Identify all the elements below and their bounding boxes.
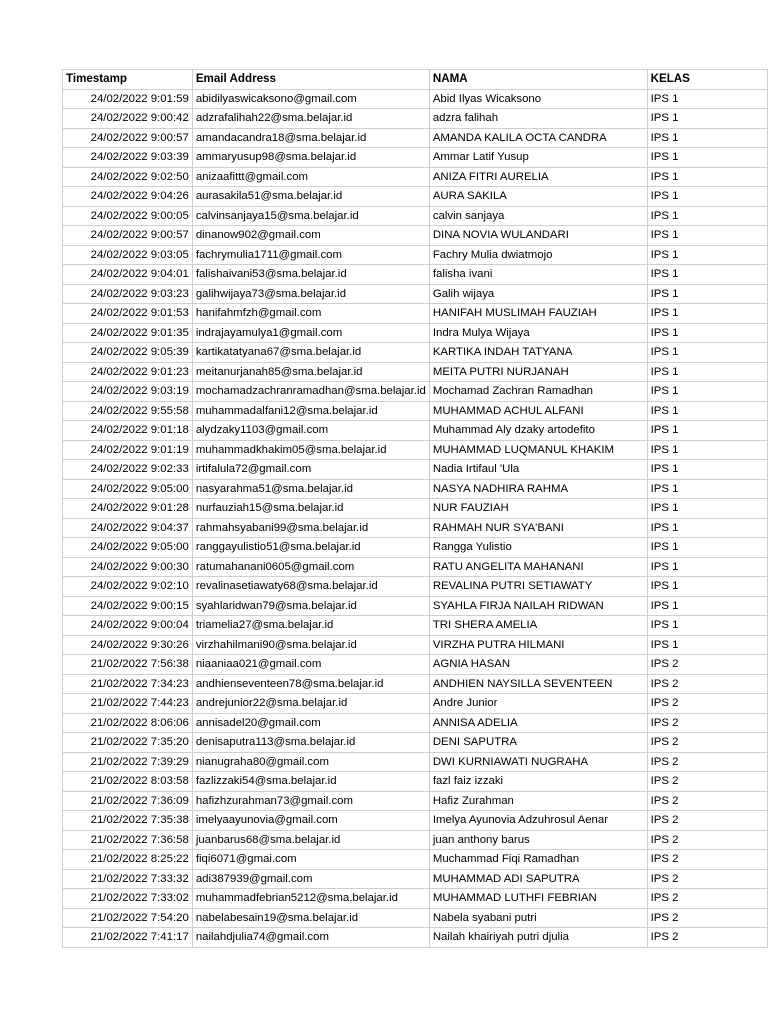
email-cell: irtifalula72@gmail.com bbox=[192, 460, 429, 480]
timestamp-cell: 24/02/2022 9:05:00 bbox=[63, 538, 193, 558]
table-row bbox=[63, 343, 768, 363]
email-cell: denisaputra113@sma.belajar.id bbox=[192, 733, 429, 753]
kelas-cell: IPS 1 bbox=[647, 323, 767, 343]
table-row bbox=[63, 557, 768, 577]
kelas-cell: IPS 2 bbox=[647, 674, 767, 694]
email-cell: niaaniaa021@gmail.com bbox=[192, 655, 429, 675]
email-cell: triamelia27@sma.belajar.id bbox=[192, 616, 429, 636]
timestamp-cell: 24/02/2022 9:03:05 bbox=[63, 245, 193, 265]
nama-cell: KARTIKA INDAH TATYANA bbox=[429, 343, 647, 363]
kelas-cell: IPS 1 bbox=[647, 89, 767, 109]
table-row bbox=[63, 772, 768, 792]
header-kelas: KELAS bbox=[647, 70, 767, 90]
nama-cell: calvin sanjaya bbox=[429, 206, 647, 226]
response-sheet-table bbox=[62, 69, 768, 948]
email-cell: fiqi6071@gmai.com bbox=[192, 850, 429, 870]
nama-cell: Nadia Irtifaul 'Ula bbox=[429, 460, 647, 480]
header-row bbox=[63, 70, 768, 90]
email-cell: rahmahsyabani99@sma.belajar.id bbox=[192, 518, 429, 538]
table-row bbox=[63, 791, 768, 811]
timestamp-cell: 21/02/2022 7:39:29 bbox=[63, 752, 193, 772]
table-row bbox=[63, 752, 768, 772]
kelas-cell: IPS 2 bbox=[647, 752, 767, 772]
table-row bbox=[63, 323, 768, 343]
nama-cell: SYAHLA FIRJA NAILAH RIDWAN bbox=[429, 596, 647, 616]
nama-cell: Ammar Latif Yusup bbox=[429, 148, 647, 168]
kelas-cell: IPS 1 bbox=[647, 635, 767, 655]
email-cell: aurasakila51@sma.belajar.id bbox=[192, 187, 429, 207]
table-row bbox=[63, 89, 768, 109]
email-cell: abidilyaswicaksono@gmail.com bbox=[192, 89, 429, 109]
table-row bbox=[63, 577, 768, 597]
email-cell: fachrymulia1711@gmail.com bbox=[192, 245, 429, 265]
table-row bbox=[63, 265, 768, 285]
header-email-address: Email Address bbox=[192, 70, 429, 90]
timestamp-cell: 24/02/2022 9:03:19 bbox=[63, 382, 193, 402]
table-row bbox=[63, 362, 768, 382]
email-cell: alydzaky1103@gmail.com bbox=[192, 421, 429, 441]
nama-cell: ANDHIEN NAYSILLA SEVENTEEN bbox=[429, 674, 647, 694]
kelas-cell: IPS 2 bbox=[647, 908, 767, 928]
email-cell: muhammadalfani12@sma.belajar.id bbox=[192, 401, 429, 421]
kelas-cell: IPS 1 bbox=[647, 167, 767, 187]
timestamp-cell: 24/02/2022 9:04:37 bbox=[63, 518, 193, 538]
timestamp-cell: 24/02/2022 9:02:50 bbox=[63, 167, 193, 187]
kelas-cell: IPS 1 bbox=[647, 128, 767, 148]
email-cell: calvinsanjaya15@sma.belajar.id bbox=[192, 206, 429, 226]
nama-cell: Nabela syabani putri bbox=[429, 908, 647, 928]
nama-cell: Imelya Ayunovia Adzuhrosul Aenar bbox=[429, 811, 647, 831]
table-row bbox=[63, 694, 768, 714]
kelas-cell: IPS 1 bbox=[647, 479, 767, 499]
table-row bbox=[63, 421, 768, 441]
table-row bbox=[63, 655, 768, 675]
kelas-cell: IPS 2 bbox=[647, 694, 767, 714]
table-row bbox=[63, 304, 768, 324]
table-row bbox=[63, 869, 768, 889]
kelas-cell: IPS 1 bbox=[647, 362, 767, 382]
table-row bbox=[63, 245, 768, 265]
table-row bbox=[63, 479, 768, 499]
kelas-cell: IPS 2 bbox=[647, 928, 767, 948]
nama-cell: Indra Mulya Wijaya bbox=[429, 323, 647, 343]
timestamp-cell: 24/02/2022 9:01:18 bbox=[63, 421, 193, 441]
nama-cell: NASYA NADHIRA RAHMA bbox=[429, 479, 647, 499]
nama-cell: ANIZA FITRI AURELIA bbox=[429, 167, 647, 187]
email-cell: adi387939@gmail.com bbox=[192, 869, 429, 889]
nama-cell: Muhammad Aly dzaky artodefito bbox=[429, 421, 647, 441]
table-row bbox=[63, 889, 768, 909]
email-cell: adzrafalihah22@sma.belajar.id bbox=[192, 109, 429, 129]
kelas-cell: IPS 1 bbox=[647, 499, 767, 519]
table-row bbox=[63, 187, 768, 207]
timestamp-cell: 21/02/2022 7:44:23 bbox=[63, 694, 193, 714]
table-row bbox=[63, 148, 768, 168]
table-row bbox=[63, 401, 768, 421]
timestamp-cell: 21/02/2022 7:36:58 bbox=[63, 830, 193, 850]
email-cell: muhammadkhakim05@sma.belajar.id bbox=[192, 440, 429, 460]
nama-cell: Mochamad Zachran Ramadhan bbox=[429, 382, 647, 402]
timestamp-cell: 24/02/2022 9:00:57 bbox=[63, 226, 193, 246]
table-row bbox=[63, 226, 768, 246]
kelas-cell: IPS 1 bbox=[647, 577, 767, 597]
table-row bbox=[63, 382, 768, 402]
nama-cell: AMANDA KALILA OCTA CANDRA bbox=[429, 128, 647, 148]
timestamp-cell: 21/02/2022 7:35:20 bbox=[63, 733, 193, 753]
kelas-cell: IPS 1 bbox=[647, 245, 767, 265]
table-row bbox=[63, 674, 768, 694]
nama-cell: Fachry Mulia dwiatmojo bbox=[429, 245, 647, 265]
table-row bbox=[63, 850, 768, 870]
nama-cell: NUR FAUZIAH bbox=[429, 499, 647, 519]
kelas-cell: IPS 1 bbox=[647, 265, 767, 285]
email-cell: ammaryusup98@sma.belajar.id bbox=[192, 148, 429, 168]
kelas-cell: IPS 1 bbox=[647, 284, 767, 304]
nama-cell: MUHAMMAD ACHUL ALFANI bbox=[429, 401, 647, 421]
email-cell: andhienseventeen78@sma.belajar.id bbox=[192, 674, 429, 694]
nama-cell: adzra falihah bbox=[429, 109, 647, 129]
email-cell: falishaivani53@sma.belajar.id bbox=[192, 265, 429, 285]
email-cell: syahlaridwan79@sma.belajar.id bbox=[192, 596, 429, 616]
kelas-cell: IPS 1 bbox=[647, 557, 767, 577]
header-timestamp: Timestamp bbox=[63, 70, 193, 90]
timestamp-cell: 21/02/2022 7:36:09 bbox=[63, 791, 193, 811]
nama-cell: MUHAMMAD LUQMANUL KHAKIM bbox=[429, 440, 647, 460]
kelas-cell: IPS 1 bbox=[647, 616, 767, 636]
table-row bbox=[63, 538, 768, 558]
nama-cell: juan anthony barus bbox=[429, 830, 647, 850]
email-cell: nabelabesain19@sma.belajar.id bbox=[192, 908, 429, 928]
kelas-cell: IPS 1 bbox=[647, 109, 767, 129]
email-cell: muhammadfebrian5212@sma.belajar.id bbox=[192, 889, 429, 909]
timestamp-cell: 24/02/2022 9:01:59 bbox=[63, 89, 193, 109]
timestamp-cell: 24/02/2022 9:02:10 bbox=[63, 577, 193, 597]
timestamp-cell: 21/02/2022 7:34:23 bbox=[63, 674, 193, 694]
table-row bbox=[63, 830, 768, 850]
timestamp-cell: 24/02/2022 9:00:30 bbox=[63, 557, 193, 577]
nama-cell: ANNISA ADELIA bbox=[429, 713, 647, 733]
timestamp-cell: 21/02/2022 7:33:32 bbox=[63, 869, 193, 889]
timestamp-cell: 21/02/2022 7:35:38 bbox=[63, 811, 193, 831]
kelas-cell: IPS 1 bbox=[647, 382, 767, 402]
email-cell: hafizhzurahman73@gmail.com bbox=[192, 791, 429, 811]
nama-cell: Muchammad Fiqi Ramadhan bbox=[429, 850, 647, 870]
table-row bbox=[63, 167, 768, 187]
email-cell: andrejunior22@sma.belajar.id bbox=[192, 694, 429, 714]
email-cell: annisadel20@gmail.com bbox=[192, 713, 429, 733]
kelas-cell: IPS 2 bbox=[647, 772, 767, 792]
timestamp-cell: 24/02/2022 9:02:33 bbox=[63, 460, 193, 480]
email-cell: dinanow902@gmail.com bbox=[192, 226, 429, 246]
table-row bbox=[63, 811, 768, 831]
table-row bbox=[63, 284, 768, 304]
timestamp-cell: 24/02/2022 9:01:19 bbox=[63, 440, 193, 460]
email-cell: indrajayamulya1@gmail.com bbox=[192, 323, 429, 343]
kelas-cell: IPS 1 bbox=[647, 460, 767, 480]
email-cell: nurfauziah15@sma.belajar.id bbox=[192, 499, 429, 519]
timestamp-cell: 24/02/2022 9:00:15 bbox=[63, 596, 193, 616]
timestamp-cell: 21/02/2022 8:03:58 bbox=[63, 772, 193, 792]
timestamp-cell: 21/02/2022 7:41:17 bbox=[63, 928, 193, 948]
kelas-cell: IPS 1 bbox=[647, 440, 767, 460]
timestamp-cell: 21/02/2022 8:25:22 bbox=[63, 850, 193, 870]
kelas-cell: IPS 1 bbox=[647, 421, 767, 441]
header-nama: NAMA bbox=[429, 70, 647, 90]
timestamp-cell: 21/02/2022 7:56:38 bbox=[63, 655, 193, 675]
timestamp-cell: 21/02/2022 7:54:20 bbox=[63, 908, 193, 928]
nama-cell: HANIFAH MUSLIMAH FAUZIAH bbox=[429, 304, 647, 324]
timestamp-cell: 24/02/2022 9:55:58 bbox=[63, 401, 193, 421]
table-row bbox=[63, 616, 768, 636]
email-cell: mochamadzachranramadhan@sma.belajar.id bbox=[192, 382, 429, 402]
kelas-cell: IPS 2 bbox=[647, 655, 767, 675]
table-row bbox=[63, 928, 768, 948]
nama-cell: RAHMAH NUR SYA'BANI bbox=[429, 518, 647, 538]
kelas-cell: IPS 2 bbox=[647, 850, 767, 870]
table-row bbox=[63, 128, 768, 148]
nama-cell: VIRZHA PUTRA HILMANI bbox=[429, 635, 647, 655]
email-cell: amandacandra18@sma.belajar.id bbox=[192, 128, 429, 148]
email-cell: juanbarus68@sma.belajar.id bbox=[192, 830, 429, 850]
kelas-cell: IPS 1 bbox=[647, 401, 767, 421]
timestamp-cell: 24/02/2022 9:01:53 bbox=[63, 304, 193, 324]
table-row bbox=[63, 596, 768, 616]
table-row bbox=[63, 460, 768, 480]
email-cell: nianugraha80@gmail.com bbox=[192, 752, 429, 772]
nama-cell: RATU ANGELITA MAHANANI bbox=[429, 557, 647, 577]
kelas-cell: IPS 2 bbox=[647, 811, 767, 831]
timestamp-cell: 24/02/2022 9:01:35 bbox=[63, 323, 193, 343]
table-row bbox=[63, 440, 768, 460]
table-row bbox=[63, 518, 768, 538]
nama-cell: TRI SHERA AMELIA bbox=[429, 616, 647, 636]
kelas-cell: IPS 2 bbox=[647, 830, 767, 850]
kelas-cell: IPS 2 bbox=[647, 713, 767, 733]
kelas-cell: IPS 1 bbox=[647, 304, 767, 324]
nama-cell: fazl faiz izzaki bbox=[429, 772, 647, 792]
email-cell: fazlizzaki54@sma.belajar.id bbox=[192, 772, 429, 792]
email-cell: hanifahmfzh@gmail.com bbox=[192, 304, 429, 324]
timestamp-cell: 24/02/2022 9:01:23 bbox=[63, 362, 193, 382]
nama-cell: Rangga Yulistio bbox=[429, 538, 647, 558]
nama-cell: MUHAMMAD ADI SAPUTRA bbox=[429, 869, 647, 889]
timestamp-cell: 24/02/2022 9:00:04 bbox=[63, 616, 193, 636]
email-cell: kartikatatyana67@sma.belajar.id bbox=[192, 343, 429, 363]
timestamp-cell: 24/02/2022 9:04:01 bbox=[63, 265, 193, 285]
nama-cell: AGNIA HASAN bbox=[429, 655, 647, 675]
nama-cell: AURA SAKILA bbox=[429, 187, 647, 207]
timestamp-cell: 24/02/2022 9:30:26 bbox=[63, 635, 193, 655]
nama-cell: DINA NOVIA WULANDARI bbox=[429, 226, 647, 246]
table-row bbox=[63, 206, 768, 226]
email-cell: virzhahilmani90@sma.belajar.id bbox=[192, 635, 429, 655]
kelas-cell: IPS 1 bbox=[647, 206, 767, 226]
kelas-cell: IPS 1 bbox=[647, 148, 767, 168]
table-row bbox=[63, 499, 768, 519]
email-cell: anizaafittt@gmail.com bbox=[192, 167, 429, 187]
kelas-cell: IPS 1 bbox=[647, 538, 767, 558]
kelas-cell: IPS 2 bbox=[647, 791, 767, 811]
timestamp-cell: 24/02/2022 9:00:05 bbox=[63, 206, 193, 226]
timestamp-cell: 24/02/2022 9:00:57 bbox=[63, 128, 193, 148]
nama-cell: Hafiz Zurahman bbox=[429, 791, 647, 811]
timestamp-cell: 24/02/2022 9:05:39 bbox=[63, 343, 193, 363]
timestamp-cell: 24/02/2022 9:00:42 bbox=[63, 109, 193, 129]
email-cell: ranggayulistio51@sma.belajar.id bbox=[192, 538, 429, 558]
kelas-cell: IPS 1 bbox=[647, 518, 767, 538]
nama-cell: falisha ivani bbox=[429, 265, 647, 285]
timestamp-cell: 21/02/2022 7:33:02 bbox=[63, 889, 193, 909]
nama-cell: MUHAMMAD LUTHFI FEBRIAN bbox=[429, 889, 647, 909]
kelas-cell: IPS 2 bbox=[647, 889, 767, 909]
nama-cell: Andre Junior bbox=[429, 694, 647, 714]
email-cell: nailahdjulia74@gmail.com bbox=[192, 928, 429, 948]
email-cell: nasyarahma51@sma.belajar.id bbox=[192, 479, 429, 499]
timestamp-cell: 24/02/2022 9:04:26 bbox=[63, 187, 193, 207]
nama-cell: Abid Ilyas Wicaksono bbox=[429, 89, 647, 109]
timestamp-cell: 24/02/2022 9:05:00 bbox=[63, 479, 193, 499]
email-cell: imelyaayunovia@gmail.com bbox=[192, 811, 429, 831]
email-cell: galihwijaya73@sma.belajar.id bbox=[192, 284, 429, 304]
kelas-cell: IPS 2 bbox=[647, 869, 767, 889]
nama-cell: MEITA PUTRI NURJANAH bbox=[429, 362, 647, 382]
nama-cell: DENI SAPUTRA bbox=[429, 733, 647, 753]
table-row bbox=[63, 635, 768, 655]
nama-cell: REVALINA PUTRI SETIAWATY bbox=[429, 577, 647, 597]
timestamp-cell: 21/02/2022 8:06:06 bbox=[63, 713, 193, 733]
timestamp-cell: 24/02/2022 9:03:23 bbox=[63, 284, 193, 304]
nama-cell: Nailah khairiyah putri djulia bbox=[429, 928, 647, 948]
email-cell: revalinasetiawaty68@sma.belajar.id bbox=[192, 577, 429, 597]
timestamp-cell: 24/02/2022 9:01:28 bbox=[63, 499, 193, 519]
kelas-cell: IPS 2 bbox=[647, 733, 767, 753]
timestamp-cell: 24/02/2022 9:03:39 bbox=[63, 148, 193, 168]
kelas-cell: IPS 1 bbox=[647, 187, 767, 207]
table-row bbox=[63, 908, 768, 928]
kelas-cell: IPS 1 bbox=[647, 596, 767, 616]
kelas-cell: IPS 1 bbox=[647, 226, 767, 246]
kelas-cell: IPS 1 bbox=[647, 343, 767, 363]
nama-cell: DWI KURNIAWATI NUGRAHA bbox=[429, 752, 647, 772]
table-row bbox=[63, 109, 768, 129]
table-row bbox=[63, 733, 768, 753]
table-row bbox=[63, 713, 768, 733]
email-cell: meitanurjanah85@sma.belajar.id bbox=[192, 362, 429, 382]
email-cell: ratumahanani0605@gmail.com bbox=[192, 557, 429, 577]
nama-cell: Galih wijaya bbox=[429, 284, 647, 304]
